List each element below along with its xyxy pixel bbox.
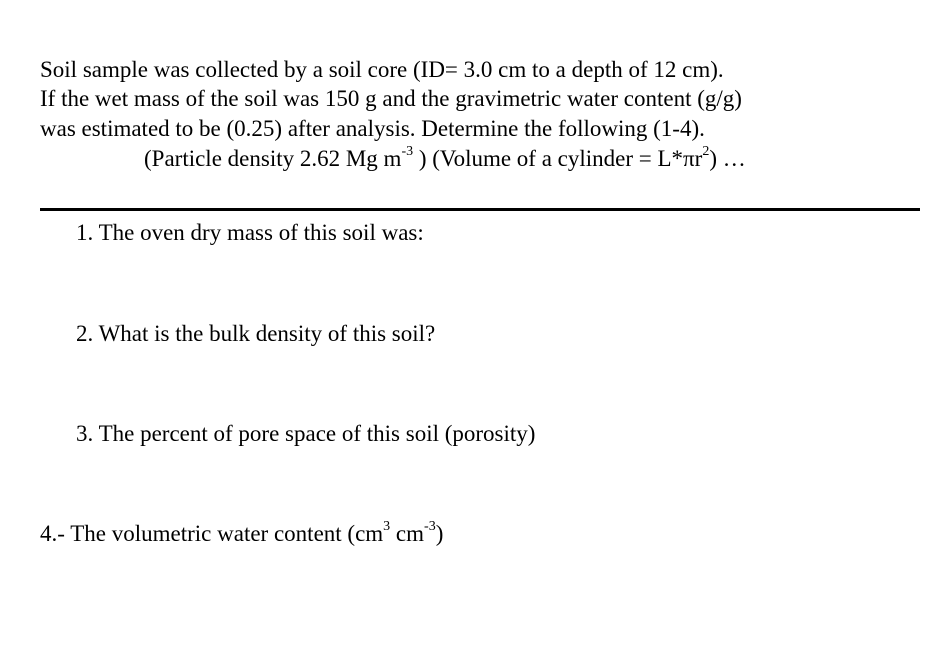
question-1: 1. The oven dry mass of this soil was: bbox=[76, 220, 424, 245]
question-4 bbox=[40, 520, 443, 548]
question-4-end: ) bbox=[435, 521, 444, 546]
particle-density-text: (Particle density 2.62 Mg m bbox=[144, 146, 402, 171]
section-divider bbox=[40, 208, 920, 211]
question-4-exponent-2: -3 bbox=[424, 519, 436, 535]
cylinder-radius-exponent: 2 bbox=[702, 144, 710, 160]
intro-line-4 bbox=[144, 145, 746, 173]
intro-line-1: Soil sample was collected by a soil core (ID= 3.0 cm to a depth of 12 cm). bbox=[40, 57, 724, 82]
cylinder-volume-text: ) (Volume of a cylinder = L*πr bbox=[413, 146, 703, 171]
question-4-text: 4.- The volumetric water content (cm bbox=[40, 521, 384, 546]
question-4-unit: cm bbox=[390, 521, 425, 546]
question-3: 3. The percent of pore space of this soil (porosity) bbox=[76, 421, 536, 446]
intro-line-3: was estimated to be (0.25) after analysis. Determine the following (1-4). bbox=[40, 116, 705, 141]
intro-line-4-end: ) … bbox=[709, 146, 746, 171]
question-2: 2. What is the bulk density of this soil? bbox=[76, 321, 436, 346]
question-4-exponent-1: 3 bbox=[383, 519, 391, 535]
intro-line-2: If the wet mass of the soil was 150 g and the gravimetric water content (g/g) bbox=[40, 86, 742, 111]
particle-density-exponent: -3 bbox=[401, 144, 414, 160]
